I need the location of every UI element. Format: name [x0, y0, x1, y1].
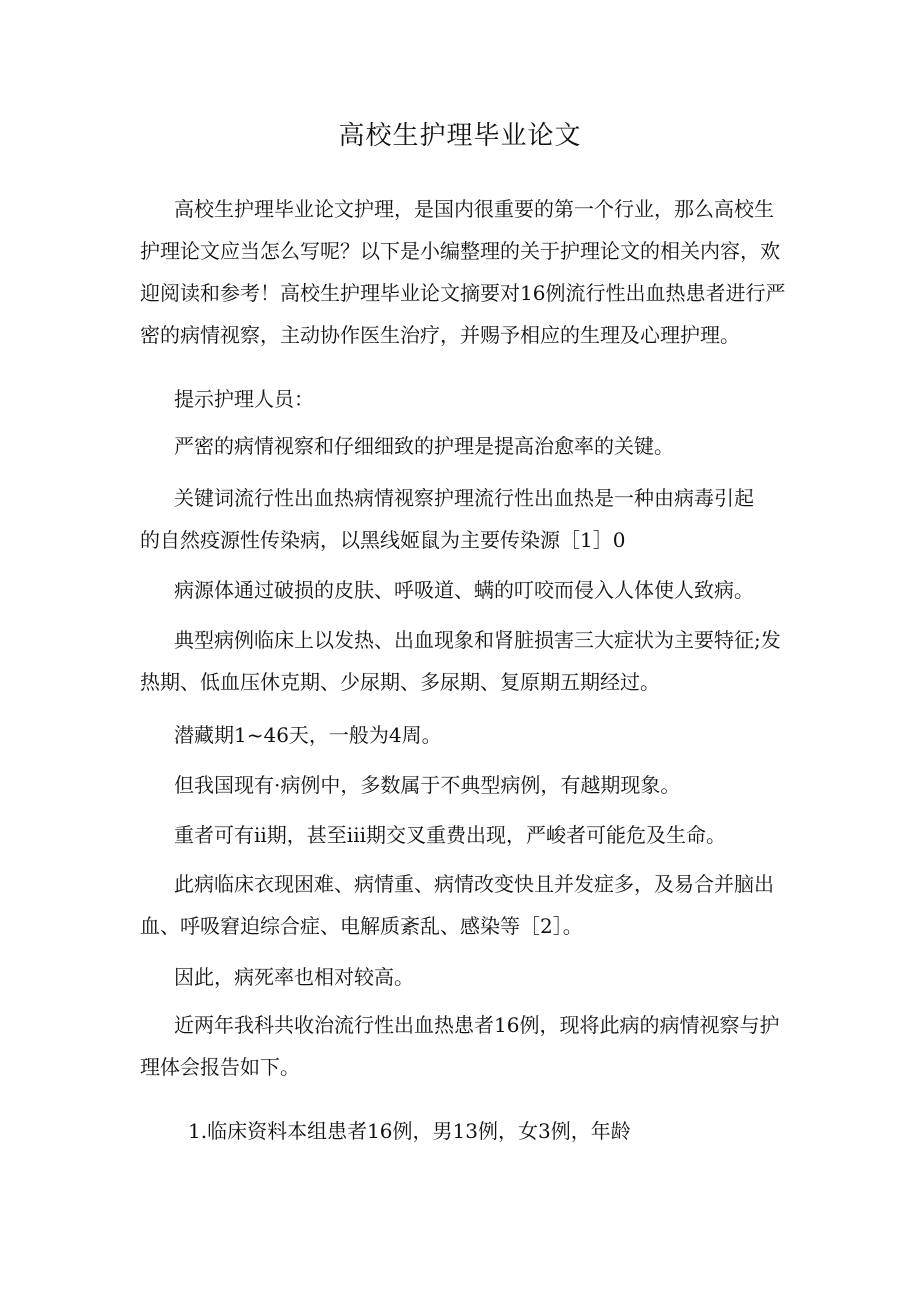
text-line: 严密的病情视察和仔细细致的护理是提高治愈率的关键。 — [174, 434, 674, 458]
text-line: 病源体通过破损的皮肤、呼吸道、螨的叮咬而侵入人体使人致病。 — [174, 578, 754, 602]
text-line: 典型病例临床上以发热、出血现象和肾脏损害三大症状为主要特征;发 — [174, 628, 781, 652]
text-line: 热期、低血压休克期、少尿期、多尿期、复原期五期经过。 — [140, 670, 660, 694]
text-line: 因此，病死率也相对较高。 — [174, 965, 414, 989]
paragraph-hint — [140, 378, 790, 420]
paragraph-severity — [140, 814, 790, 856]
paragraph-key-point — [140, 425, 790, 467]
text-line: 1.临床资料本组患者16例，男13例，女3例，年龄 — [188, 1119, 631, 1143]
paragraph-clinical-data — [140, 1110, 790, 1152]
text-line: 理体会报告如下。 — [140, 1055, 300, 1079]
text-line: 高校生护理毕业论文护理，是国内很重要的第一个行业，那么高校生 — [174, 197, 774, 221]
text-line: 血、呼吸窘迫综合症、电解质紊乱、感染等［2］。 — [140, 914, 583, 938]
document-title: 高校生护理毕业论文 — [338, 121, 582, 151]
paragraph-incubation — [140, 714, 790, 756]
text-line: 重者可有ii期，甚至iii期交叉重费出现，严峻者可能危及生命。 — [174, 823, 726, 847]
paragraph-keywords — [140, 477, 790, 561]
paragraph-intro — [140, 188, 790, 356]
paragraph-report — [140, 1004, 790, 1088]
paragraph-pathogen — [140, 569, 790, 611]
text-line: 关键词流行性出血热病情视察护理流行性出血热是一种由病毒引起 — [174, 486, 754, 510]
text-line: 护理论文应当怎么写呢？以下是小编整理的关于护理论文的相关内容，欢 — [140, 239, 780, 263]
paragraph-complications — [140, 863, 790, 947]
text-line: 近两年我科共收治流行性出血热患者16例，现将此病的病情视察与护 — [174, 1013, 780, 1037]
text-line: 提示护理人员： — [174, 387, 314, 411]
text-line: 密的病情视察，主动协作医生治疗，并赐予相应的生理及心理护理。 — [140, 323, 740, 347]
text-line: 迎阅读和参考！高校生护理毕业论文摘要对16例流行性出血热患者进行严 — [140, 281, 786, 305]
paragraph-atypical — [140, 764, 790, 806]
text-line: 的自然疫源性传染病，以黑线姬鼠为主要传染源［1］0 — [140, 528, 626, 552]
paragraph-mortality — [140, 956, 790, 998]
text-line: 但我国现有·病例中，多数属于不典型病例，有越期现象。 — [174, 773, 681, 797]
paragraph-typical-cases — [140, 619, 790, 703]
text-line: 潜藏期1~46天，一般为4周。 — [174, 723, 442, 747]
text-line: 此病临床衣现困难、病情重、病情改变快且并发症多，及易合并脑出 — [174, 872, 774, 896]
